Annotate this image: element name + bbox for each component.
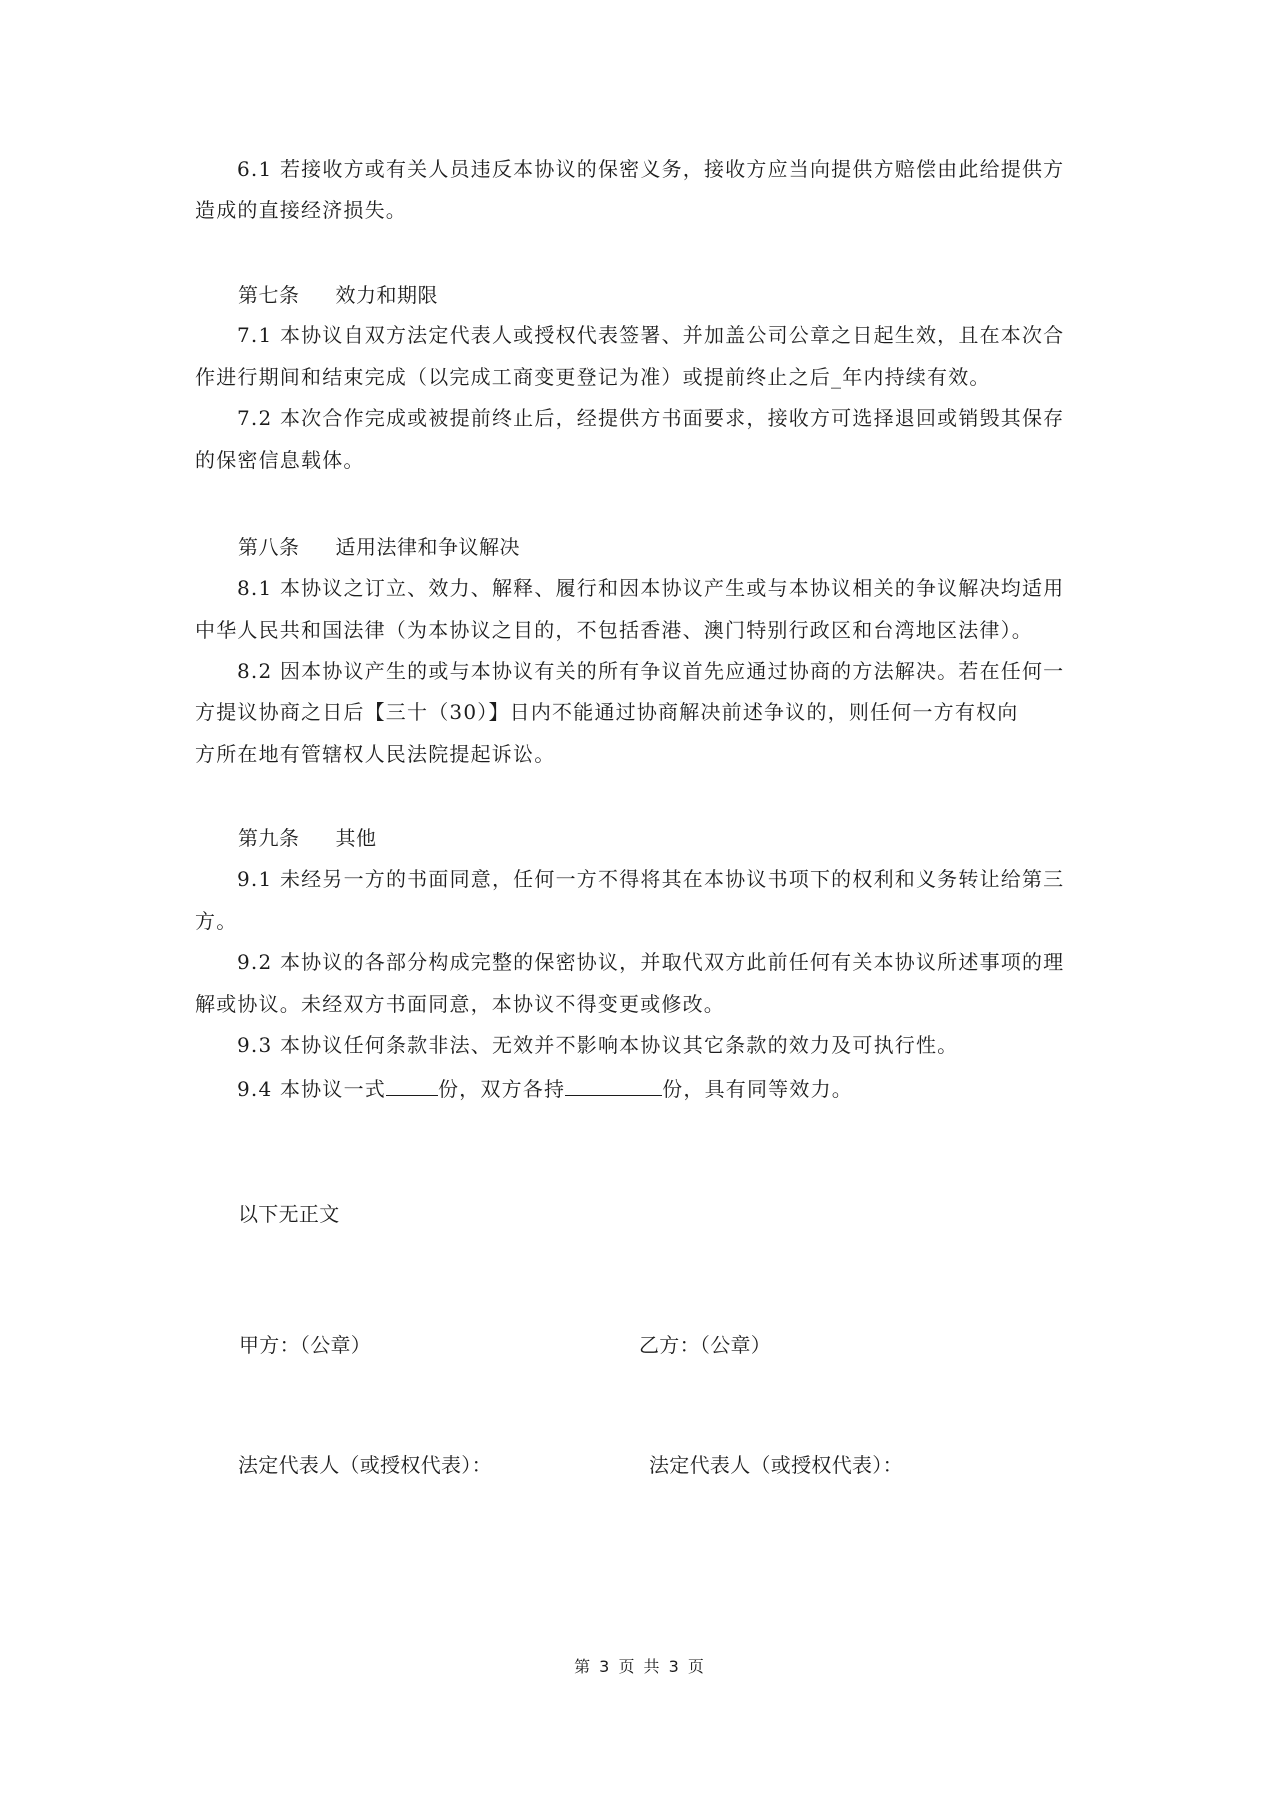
clause-7-1-line-1: 7.1 本协议自双方法定代表人或授权代表签署、并加盖公司公章之日起生效，且在本次合 [237,323,1065,347]
clause-9-4-part-3: 份，具有同等效力。 [662,1077,853,1101]
clause-9-1-line-2: 方。 [195,909,238,933]
clause-8-1-line-2: 中华人民共和国法律（为本协议之目的，不包括香港、澳门特别行政区和台湾地区法律）。 [195,618,1033,642]
article-7-heading [238,283,438,307]
clause-9-4 [237,1075,853,1101]
party-b-representative-label: 法定代表人（或授权代表）： [649,1453,903,1477]
clause-9-3-line-1: 9.3 本协议任何条款非法、无效并不影响本协议其它条款的效力及可执行性。 [237,1033,959,1057]
article-7-number: 第七条 [238,283,300,307]
clause-9-2-line-1: 9.2 本协议的各部分构成完整的保密协议，并取代双方此前任何有关本协议所述事项的理 [237,950,1065,974]
clause-9-4-part-2: 份，双方各持 [437,1077,566,1101]
copies-total-blank[interactable] [386,1075,438,1096]
clause-9-4-part-1: 9.4 本协议一式 [237,1077,386,1101]
clause-6-1-line-1: 6.1 若接收方或有关人员违反本协议的保密义务，接收方应当向提供方赔偿由此给提供方 [237,157,1065,181]
party-a-seal-label: 甲方：（公章） [239,1333,372,1357]
article-9-title: 其他 [335,826,377,850]
article-7-title: 效力和期限 [335,283,438,307]
clause-7-2-line-2: 的保密信息载体。 [195,448,365,472]
clause-8-2-line-3: 方所在地有管辖权人民法院提起诉讼。 [195,742,556,766]
page-number-footer: 第 3 页 共 3 页 [574,1657,706,1676]
article-8-number: 第八条 [238,535,300,559]
clause-6-1-line-2: 造成的直接经济损失。 [195,198,407,222]
article-9-heading [238,826,377,850]
copies-each-blank[interactable] [565,1075,662,1096]
party-b-seal-label: 乙方：（公章） [639,1333,772,1357]
article-8-title: 适用法律和争议解决 [335,535,520,559]
article-8-heading [238,535,520,559]
clause-8-1-line-1: 8.1 本协议之订立、效力、解释、履行和因本协议产生或与本协议相关的争议解决均适用 [237,576,1065,600]
clause-7-1-line-2: 作进行期间和结束完成（以完成工商变更登记为准）或提前终止之后_年内持续有效。 [195,365,991,389]
clause-7-2-line-1: 7.2 本次合作完成或被提前终止后，经提供方书面要求，接收方可选择退回或销毁其保存 [237,406,1065,430]
clause-8-2-line-2: 方提议协商之日后【三十（30）】日内不能通过协商解决前述争议的，则任何一方有权向 [195,700,1019,724]
end-of-text-note: 以下无正文 [238,1202,340,1226]
clause-9-1-line-1: 9.1 未经另一方的书面同意，任何一方不得将其在本协议书项下的权利和义务转让给第三 [237,867,1065,891]
clause-8-2-line-1: 8.2 因本协议产生的或与本协议有关的所有争议首先应通过协商的方法解决。若在任何一 [237,659,1065,683]
party-a-representative-label: 法定代表人（或授权代表）： [238,1453,492,1477]
clause-9-2-line-2: 解或协议。未经双方书面同意，本协议不得变更或修改。 [195,992,725,1016]
article-9-number: 第九条 [238,826,300,850]
